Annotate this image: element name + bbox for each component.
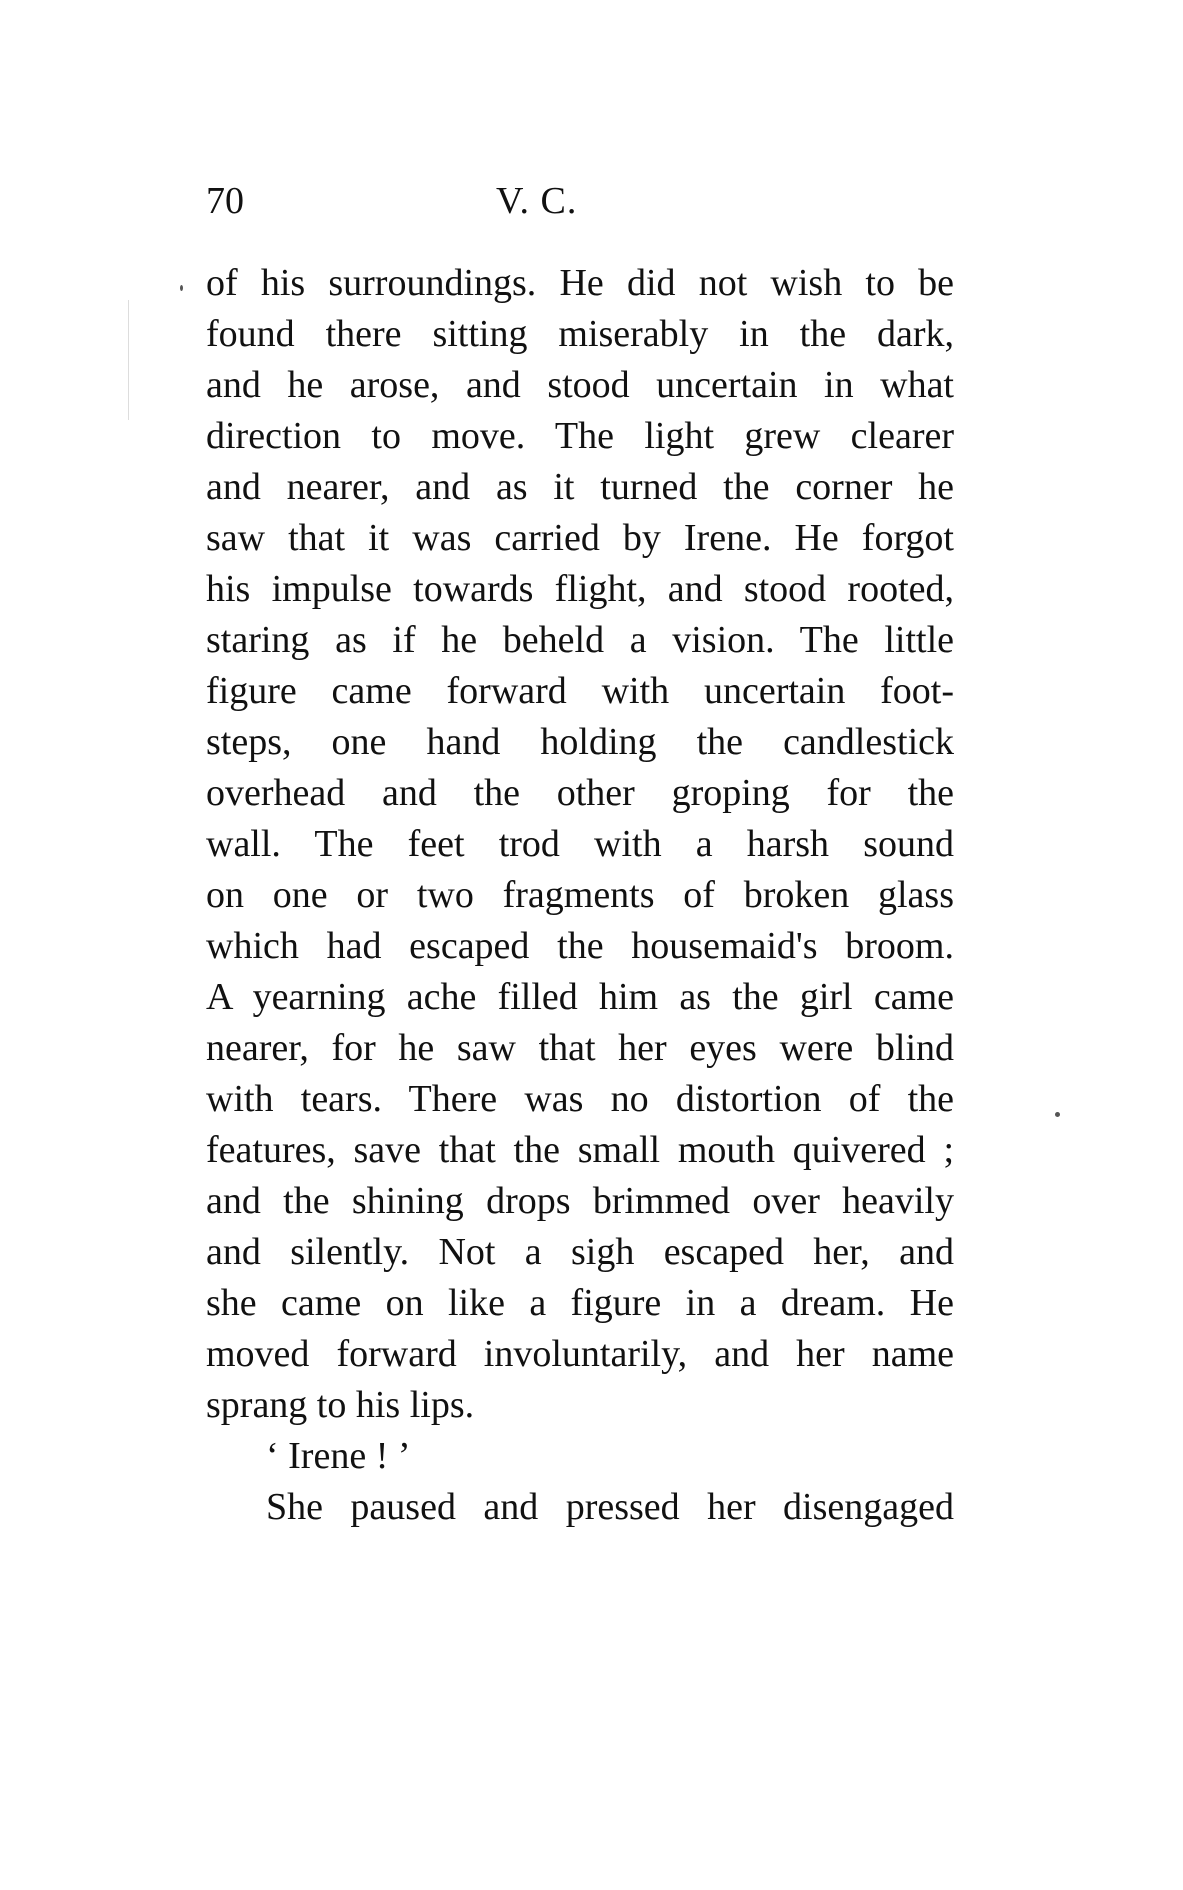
text-line: of his surroundings. He did not wish to be bbox=[206, 262, 954, 304]
text-line: A yearning ache filled him as the girl came bbox=[206, 976, 954, 1018]
text-line: found there sitting miserably in the dark, bbox=[206, 313, 954, 355]
text-line: She paused and pressed her disengaged bbox=[266, 1486, 954, 1528]
body-text bbox=[206, 258, 954, 1533]
scan-mark bbox=[128, 300, 129, 420]
text-line: nearer, for he saw that her eyes were blind bbox=[206, 1027, 954, 1069]
text-line: with tears. There was no distortion of the bbox=[206, 1078, 954, 1120]
text-line: on one or two fragments of broken glass bbox=[206, 874, 954, 916]
text-line: figure came forward with uncertain foot- bbox=[206, 670, 954, 712]
text-line: moved forward involuntarily, and her name bbox=[206, 1333, 954, 1375]
text-line: direction to move. The light grew clearer bbox=[206, 415, 954, 457]
text-line: and silently. Not a sigh escaped her, and bbox=[206, 1231, 954, 1273]
text-line: staring as if he beheld a vision. The little bbox=[206, 619, 954, 661]
text-line: and nearer, and as it turned the corner he bbox=[206, 466, 954, 508]
text-line: wall. The feet trod with a harsh sound bbox=[206, 823, 954, 865]
text-line: features, save that the small mouth quivered ; bbox=[206, 1129, 954, 1171]
text-line: and he arose, and stood uncertain in what bbox=[206, 364, 954, 406]
page-number: 70 bbox=[206, 180, 244, 222]
running-title: V. C. bbox=[496, 180, 578, 222]
text-line: his impulse towards flight, and stood rooted, bbox=[206, 568, 954, 610]
dialogue-line: ‘ Irene ! ’ bbox=[266, 1435, 411, 1477]
scan-speck bbox=[1055, 1112, 1060, 1117]
text-line: sprang to his lips. bbox=[206, 1384, 475, 1426]
text-line: and the shining drops brimmed over heavily bbox=[206, 1180, 954, 1222]
running-head bbox=[206, 176, 626, 226]
text-line: saw that it was carried by Irene. He forgot bbox=[206, 517, 954, 559]
text-line: steps, one hand holding the candlestick bbox=[206, 721, 954, 763]
text-line: overhead and the other groping for the bbox=[206, 772, 954, 814]
text-line: she came on like a figure in a dream. He bbox=[206, 1282, 954, 1324]
scan-speck bbox=[180, 285, 183, 291]
text-line: which had escaped the housemaid's broom. bbox=[206, 925, 954, 967]
